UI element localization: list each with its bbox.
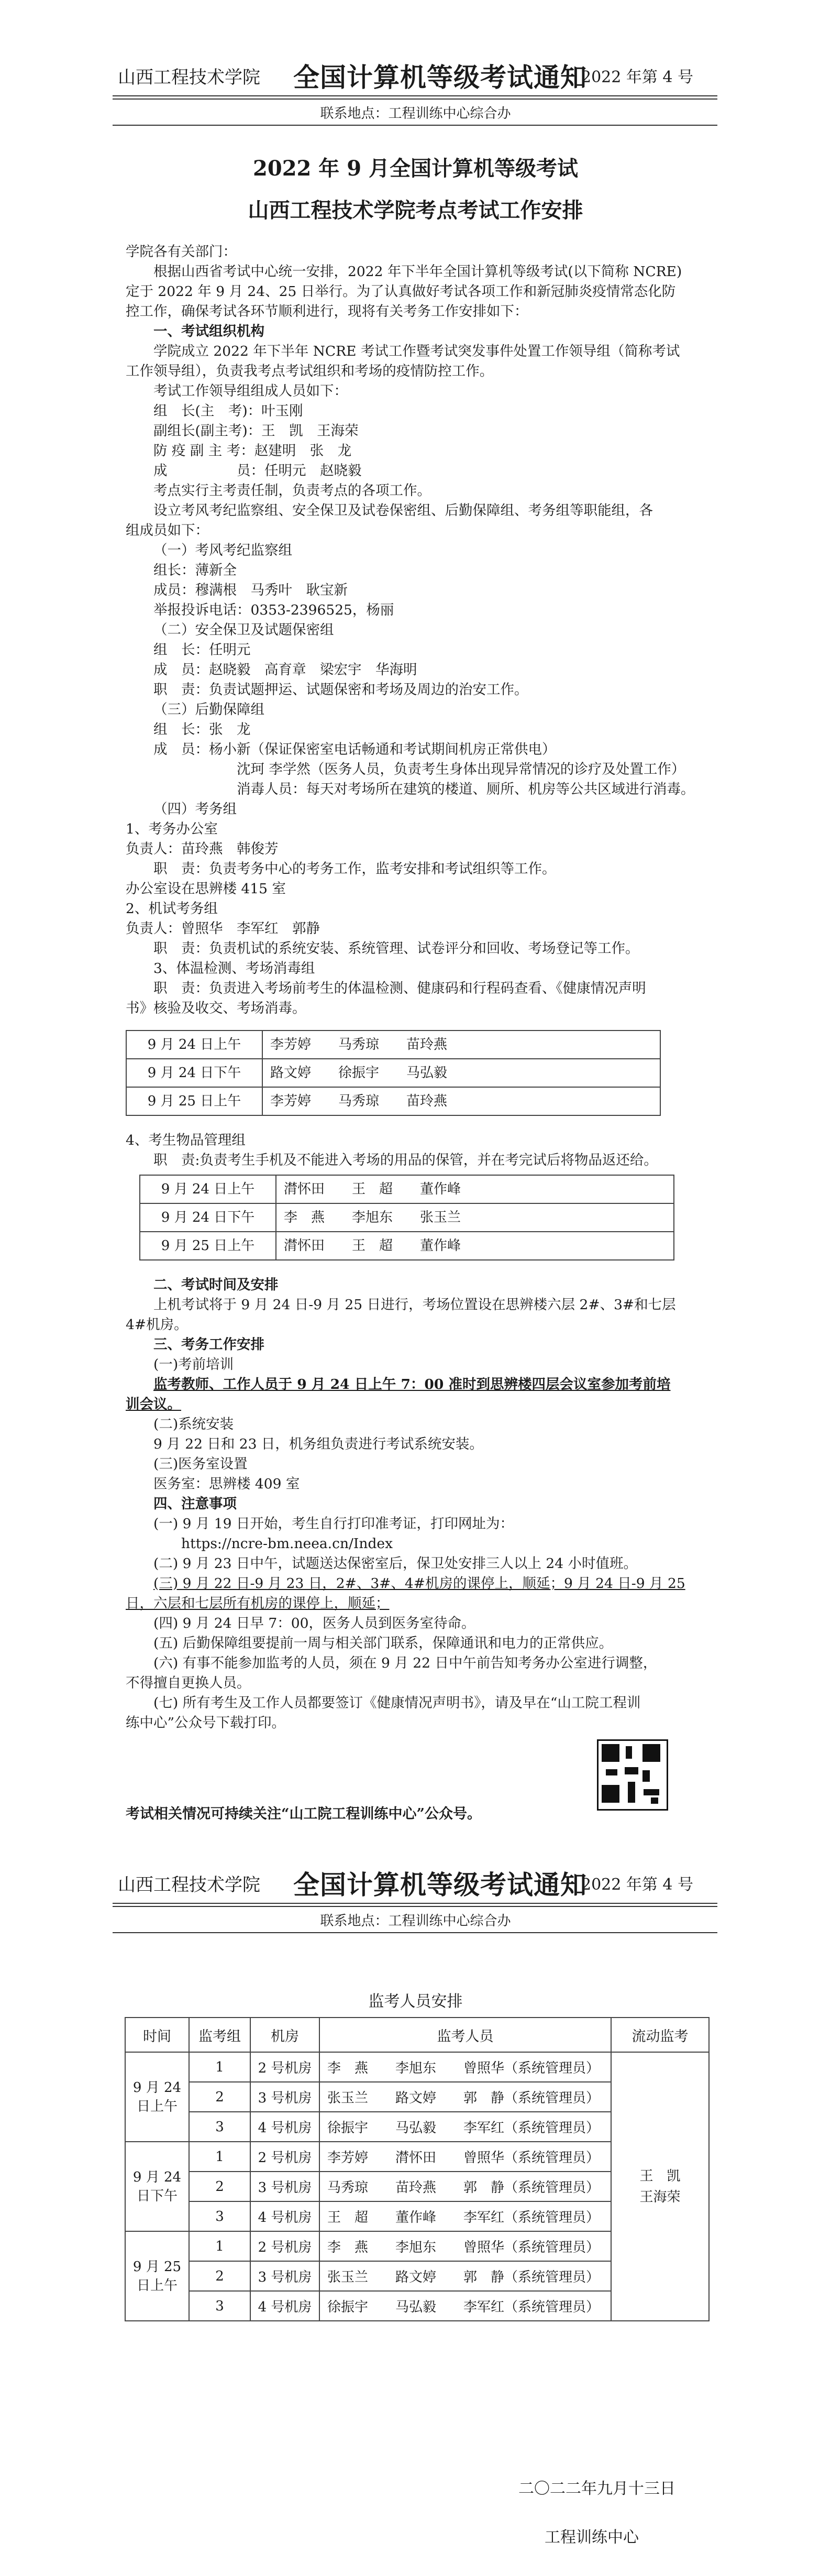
group-heading: （二）安全保卫及试题保密组 bbox=[153, 622, 334, 638]
table-row bbox=[140, 1203, 674, 1232]
paragraph-line: 控工作，确保考试各环节顺利进行，现将有关考务工作安排如下： bbox=[126, 303, 528, 320]
follow-note: 考试相关情况可持续关注“山工院工程训练中心”公众号。 bbox=[126, 1806, 482, 1822]
doc-subtitle: 山西工程技术学院考点考试工作安排 bbox=[248, 198, 583, 223]
roving-invigilators: 王 凯 王海荣 bbox=[611, 2052, 709, 2321]
subgroup-heading: 2、机试考务组 bbox=[126, 901, 218, 917]
table-cell: 李 燕 李旭东 曾照华（系统管理员） bbox=[319, 2231, 611, 2261]
table-row bbox=[125, 2052, 709, 2082]
issue-date: 二〇二二年九月十三日 bbox=[518, 2480, 675, 2498]
notice-title: 全国计算机等级考试通知 bbox=[293, 62, 587, 93]
table-row bbox=[126, 1031, 660, 1059]
school-name: 山西工程技术学院 bbox=[118, 67, 260, 88]
header-rule bbox=[113, 95, 717, 96]
paragraph-line: 职 责：负责试题押运、试题保密和考场及周边的治安工作。 bbox=[153, 682, 528, 698]
paragraph-line: 组长：薄新全 bbox=[153, 562, 237, 578]
column-header: 流动监考 bbox=[611, 2018, 709, 2052]
belongings-schedule bbox=[139, 1175, 674, 1260]
paragraph-line: (六) 有事不能参加监考的人员，须在 9 月 22 日中午前告知考务办公室进行调整， bbox=[153, 1655, 657, 1671]
table-cell: 4 号机房 bbox=[250, 2112, 319, 2142]
notice-page-2 bbox=[0, 1855, 831, 2576]
session-time: 9 月 24 日上午 bbox=[125, 2052, 189, 2142]
group-heading: （一）考风考纪监察组 bbox=[153, 542, 292, 558]
section-heading: 一、考试组织机构 bbox=[153, 323, 264, 339]
paragraph-line: 沈珂 李学然（医务人员，负责考生身体出现异常情况的诊疗及处置工作） bbox=[237, 761, 685, 777]
clinic-location: 医务室：思辨楼 409 室 bbox=[153, 1476, 300, 1492]
table-cell: 3 号机房 bbox=[250, 2082, 319, 2112]
section-heading: 四、注意事项 bbox=[153, 1496, 237, 1512]
table-cell: 王 超 董作峰 李军红（系统管理员） bbox=[319, 2201, 611, 2231]
contact-location: 联系地点：工程训练中心综合办 bbox=[320, 106, 511, 122]
table-cell: 4 号机房 bbox=[250, 2201, 319, 2231]
paragraph-line: 负责人：曾照华 李军红 郭静 bbox=[126, 920, 320, 937]
header-rule bbox=[113, 1906, 717, 1907]
paragraph-line: 设立考风考纪监察组、安全保卫及试卷保密组、后勤保障组、考务组等职能组，各 bbox=[153, 502, 653, 519]
leader-line: 组 长(主 考)：叶玉刚 bbox=[153, 403, 303, 419]
salutation: 学院各有关部门： bbox=[126, 244, 237, 260]
training-notice: 训会议。 bbox=[126, 1396, 181, 1412]
paragraph-line: 上机考试将于 9 月 24 日-9 月 25 日进行，考场位置设在思辨楼六层 2#、3#和七层 bbox=[153, 1297, 676, 1313]
table-row bbox=[140, 1175, 674, 1203]
paragraph-line: 举报投诉电话：0353-2396525，杨丽 bbox=[153, 602, 394, 618]
table-cell: 2 bbox=[189, 2172, 250, 2201]
subsection-heading: (二)系统安装 bbox=[153, 1416, 234, 1432]
table-row bbox=[140, 1232, 674, 1260]
table-cell: 2 号机房 bbox=[250, 2231, 319, 2261]
paragraph-line: (二) 9 月 23 日中午，试题送达保密室后，保卫处安排三人以上 24 小时值班。 bbox=[153, 1555, 638, 1572]
session-time: 9 月 24 日下午 bbox=[125, 2142, 189, 2231]
table-cell: 1 bbox=[189, 2052, 250, 2082]
paragraph-line: 工作领导组），负责我考点考试组织和考场的疫情防控工作。 bbox=[126, 363, 494, 379]
section-heading: 三、考务工作安排 bbox=[153, 1336, 264, 1353]
table-cell: 9 月 24 日下午 bbox=[140, 1203, 276, 1232]
table-cell: 1 bbox=[189, 2142, 250, 2172]
subsection-heading: (一)考前培训 bbox=[153, 1356, 234, 1373]
table-cell: 1 bbox=[189, 2231, 250, 2261]
session-time: 9 月 25 日上午 bbox=[125, 2231, 189, 2321]
issuing-organization: 工程训练中心 bbox=[545, 2528, 639, 2547]
paragraph-line: 不得擅自更换人员。 bbox=[126, 1675, 251, 1691]
table-cell: 9 月 24 日下午 bbox=[126, 1059, 262, 1087]
paragraph-line: 考试工作领导组组成人员如下： bbox=[153, 383, 348, 399]
header-rule bbox=[113, 1903, 717, 1904]
leader-line: 防 疫 副 主 考：赵建明 张 龙 bbox=[153, 443, 352, 459]
paragraph-line: (七) 所有考生及工作人员都要签订《健康情况声明书》，请及早在“山工院工程训 bbox=[153, 1695, 641, 1711]
leader-line: 副组长(副主考)：王 凯 王海荣 bbox=[153, 423, 359, 439]
header-rule bbox=[113, 98, 717, 100]
table-cell: 9 月 24 日上午 bbox=[126, 1031, 262, 1059]
group-heading: （四）考务组 bbox=[153, 801, 237, 817]
table-cell: 2 号机房 bbox=[250, 2142, 319, 2172]
paragraph-line: 成员：穆满根 马秀叶 耿宝新 bbox=[153, 582, 348, 598]
header-rule bbox=[113, 125, 717, 126]
table-cell: 潸怀田 王 超 董作峰 bbox=[276, 1232, 674, 1260]
paragraph-line: 负责人：苗玲燕 韩俊芳 bbox=[126, 841, 279, 857]
paragraph-line: 4#机房。 bbox=[126, 1317, 188, 1333]
table-cell: 李 燕 李旭东 张玉兰 bbox=[276, 1203, 674, 1232]
column-header: 监考组 bbox=[189, 2018, 250, 2052]
paragraph-line: 职 责：负责考务中心的考务工作，监考安排和考试组织等工作。 bbox=[153, 861, 556, 877]
table-cell: 3 号机房 bbox=[250, 2261, 319, 2291]
table-row bbox=[126, 1087, 660, 1115]
table-cell: 9 月 25 日上午 bbox=[126, 1087, 262, 1115]
leader-line: 成 员：任明元 赵晓毅 bbox=[153, 463, 362, 479]
paragraph-line: 职 责：负责机试的系统安装、系统管理、试卷评分和回收、考场登记等工作。 bbox=[153, 940, 639, 957]
table-cell: 马秀琼 苗玲燕 郭 静（系统管理员） bbox=[319, 2172, 611, 2201]
table-cell: 9 月 24 日上午 bbox=[140, 1175, 276, 1203]
table-cell: 李芳婷 马秀琼 苗玲燕 bbox=[262, 1087, 660, 1115]
section-heading: 二、考试时间及安排 bbox=[153, 1277, 279, 1293]
column-header: 监考人员 bbox=[319, 2018, 611, 2052]
invigilator-table bbox=[125, 2017, 710, 2321]
contact-location: 联系地点：工程训练中心综合办 bbox=[320, 1913, 511, 1929]
subsection-heading: (三)医务室设置 bbox=[153, 1456, 248, 1472]
paragraph-line: 9 月 22 日和 23 日，机务组负责进行考试系统安装。 bbox=[153, 1436, 483, 1452]
registration-link[interactable]: https://ncre-bm.neea.cn/Index bbox=[181, 1536, 393, 1552]
table-cell: 3 号机房 bbox=[250, 2172, 319, 2201]
paragraph-line: 组 长：任明元 bbox=[153, 642, 251, 658]
paragraph-line: (四) 9 月 24 日早 7：00，医务人员到医务室待命。 bbox=[153, 1615, 475, 1631]
table-cell: 4 号机房 bbox=[250, 2291, 319, 2321]
table-cell: 李芳婷 马秀琼 苗玲燕 bbox=[262, 1031, 660, 1059]
temperature-check-schedule bbox=[126, 1030, 661, 1116]
paragraph-line: 定于 2022 年 9 月 24、25 日举行。为了认真做好考试各项工作和新冠肺炎疫情常态化防 bbox=[126, 283, 676, 300]
table-cell: 2 bbox=[189, 2082, 250, 2112]
table-cell: 张玉兰 路文婷 郭 静（系统管理员） bbox=[319, 2261, 611, 2291]
column-header: 时间 bbox=[125, 2018, 189, 2052]
paragraph-line: 成 员：杨小新（保证保密室电话畅通和考试期间机房正常供电） bbox=[153, 741, 556, 758]
table-cell: 李 燕 李旭东 曾照华（系统管理员） bbox=[319, 2052, 611, 2082]
table-cell: 3 bbox=[189, 2112, 250, 2142]
paragraph-line: 职 责：负责进入考场前考生的体温检测、健康码和行程码查看、《健康情况声明 bbox=[153, 980, 646, 996]
table-cell: 徐振宇 马弘毅 李军红（系统管理员） bbox=[319, 2291, 611, 2321]
school-name: 山西工程技术学院 bbox=[118, 1875, 260, 1895]
table-cell: 2 bbox=[189, 2261, 250, 2291]
paragraph-line: 成 员：赵晓毅 高育章 梁宏宇 华海明 bbox=[153, 662, 417, 678]
issue-number: 2022 年第 4 号 bbox=[581, 68, 694, 86]
table-cell: 李芳婷 潸怀田 曾照华（系统管理员） bbox=[319, 2142, 611, 2172]
page-header bbox=[0, 1807, 831, 1929]
subgroup-heading: 1、考务办公室 bbox=[126, 821, 218, 837]
paragraph-line: 办公室设在思辨楼 415 室 bbox=[126, 881, 286, 897]
paragraph-line: 职 责:负责考生手机及不能进入考场的用品的保管，并在考完试后将物品返还给。 bbox=[153, 1152, 658, 1168]
paragraph-line: 根据山西省考试中心统一安排，2022 年下半年全国计算机等级考试(以下简称 NCRE) bbox=[153, 264, 682, 280]
table-cell: 3 bbox=[189, 2201, 250, 2231]
table-cell: 2 号机房 bbox=[250, 2052, 319, 2082]
paragraph-line: 组成员如下： bbox=[126, 522, 209, 539]
table-header-row bbox=[125, 2018, 709, 2052]
column-header: 机房 bbox=[250, 2018, 319, 2052]
table-cell: 3 bbox=[189, 2291, 250, 2321]
table-cell: 徐振宇 马弘毅 李军红（系统管理员） bbox=[319, 2112, 611, 2142]
qr-code-icon bbox=[597, 1739, 668, 1811]
paragraph-line: 学院成立 2022 年下半年 NCRE 考试工作暨考试突发事件处置工作领导组（简称考试 bbox=[153, 343, 680, 359]
table-cell: 张玉兰 路文婷 郭 静（系统管理员） bbox=[319, 2082, 611, 2112]
invigilator-table-title: 监考人员安排 bbox=[368, 1992, 463, 2011]
paragraph-line: 消毒人员：每天对考场所在建筑的楼道、厕所、机房等公共区域进行消毒。 bbox=[237, 781, 695, 797]
table-cell: 潸怀田 王 超 董作峰 bbox=[276, 1175, 674, 1203]
group-heading: （三）后勤保障组 bbox=[153, 701, 264, 718]
training-notice: 监考教师、工作人员于 9 月 24 日上午 7：00 准时到思辨楼四层会议室参加考前培 bbox=[153, 1376, 671, 1393]
doc-title: 2022 年 9 月全国计算机等级考试 bbox=[253, 156, 578, 181]
subgroup-heading: 4、考生物品管理组 bbox=[126, 1132, 246, 1148]
paragraph-line: (五) 后勤保障组要提前一周与相关部门联系，保障通讯和电力的正常供应。 bbox=[153, 1635, 613, 1651]
table-cell: 9 月 25 日上午 bbox=[140, 1232, 276, 1260]
paragraph-line: 练中心”公众号下载打印。 bbox=[126, 1715, 286, 1731]
issue-number: 2022 年第 4 号 bbox=[581, 1876, 694, 1894]
paragraph-line: (三) 9 月 22 日-9 月 23 日，2#、3#、4#机房的课停上，顺延；9 月 24 日-9 月 25 bbox=[153, 1575, 685, 1592]
page-header bbox=[0, 0, 831, 122]
header-rule bbox=[113, 1932, 717, 1933]
notice-title: 全国计算机等级考试通知 bbox=[293, 1869, 587, 1900]
table-cell: 路文婷 徐振宇 马弘毅 bbox=[262, 1059, 660, 1087]
paragraph-line: 考点实行主考责任制，负责考点的各项工作。 bbox=[153, 483, 431, 499]
paragraph-line: 日，六层和七层所有机房的课停上，顺延； bbox=[126, 1595, 390, 1612]
subgroup-heading: 3、体温检测、考场消毒组 bbox=[153, 960, 315, 977]
paragraph-line: 书》核验及收交、考场消毒。 bbox=[126, 1000, 306, 1016]
paragraph-line: 组 长：张 龙 bbox=[153, 721, 251, 738]
paragraph-line: (一) 9 月 19 日开始，考生自行打印准考证，打印网址为： bbox=[153, 1516, 514, 1532]
table-row bbox=[126, 1059, 660, 1087]
notice-body bbox=[126, 242, 712, 1733]
